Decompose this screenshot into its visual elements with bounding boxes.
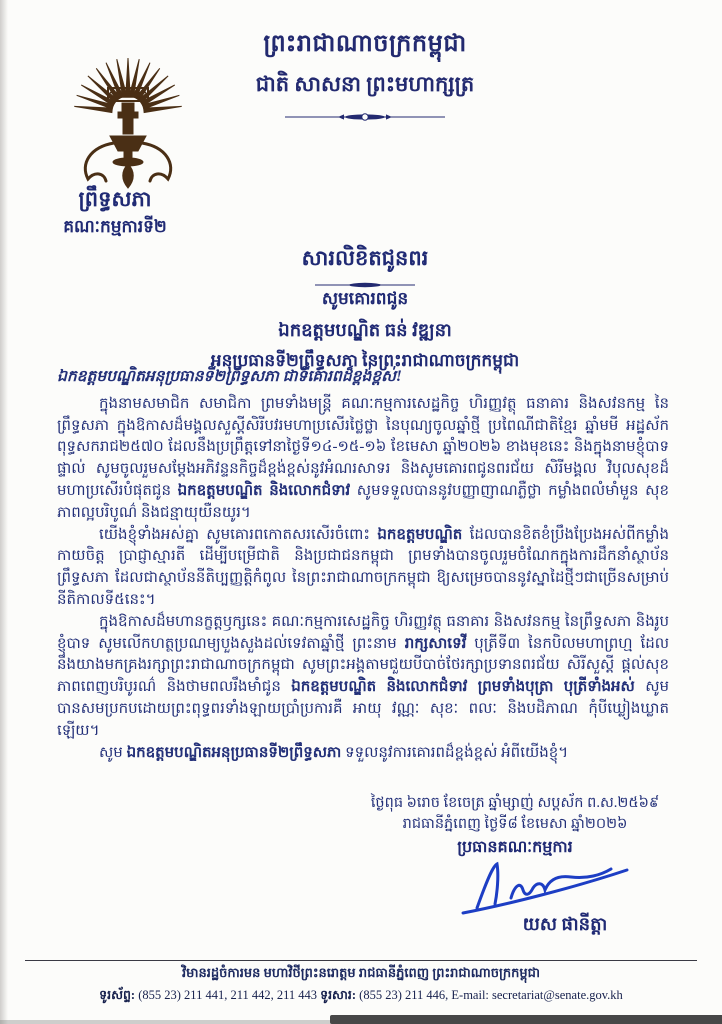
signer-title: ប្រធានគណៈកម្មការ: [457, 839, 573, 856]
scan-shadow-left: [0, 1020, 340, 1024]
p3-honorific-bold: ឯកឧត្តមបណ្ឌិត និងលោកជំទាវ ព្រមទាំងបុត្រា បុត្រីទាំងអស់: [291, 679, 635, 696]
p3-deity-name-bold: រាក្សសាទេវី: [404, 635, 467, 652]
recipient-salute: សូមគោរពជូន: [321, 289, 409, 308]
lunar-date: ថ្ងៃពុធ ៦រោច ខែចេត្រ ឆ្នាំម្សាញ់ សប្តស័ក ព.ស.២៥៦៩: [370, 795, 660, 811]
fax-label: ទូរសារ:: [320, 988, 357, 1002]
phone-numbers: (855 23) 211 441, 211 442, 211 443: [135, 988, 321, 1002]
footer: [25, 965, 697, 1006]
kingdom-title: ព្រះរាជាណាចក្រកម្ពុជា: [263, 31, 467, 57]
sender-committee: គណៈកម្មការទី២: [63, 217, 167, 236]
footer-address: វិមានរដ្ឋចំការមន មហាវិថីព្រះនរោត្តម រាជធានីភ្នំពេញ ព្រះរាជាណាចក្រកម្ពុជា: [181, 965, 541, 980]
paragraph-1: [57, 394, 669, 525]
gregorian-date: រាជធានីភ្នំពេញ ថ្ងៃទី៨ ខែមេសា ឆ្នាំ២០២៦: [402, 816, 628, 832]
p1-text-end: សូមទទួលបាននូវបញ្ញាញាណភ្លឺថ្លា កម្លាំងពលំមាំមួន សុខភាពល្អបរិបូណ៌ និងជន្មាយុយឺនយូរ។: [57, 482, 669, 521]
signer-name: យស ផានីត្តា: [522, 914, 608, 934]
scan-edge-left: [0, 0, 8, 1024]
closing-line: [57, 743, 669, 765]
p2-text-end: ដែលបានខិតខំប្រឹងប្រែងអស់ពីកម្លាំងកាយចិត្ត ប្រាជ្ញាស្មារតី ដើម្បីបម្រើជាតិ និងប្រជាជនកម្ពុជា ព្រមទាំងបានចូលរួមចំណែកក្នុងការដឹកនាំស្ថាប័នព្រឹទ្ធសភា ដែលជាស្ថាប័ននីតិប្បញ្ញត្តិកំពូល នៃព្រះរាជាណាចក្រកម្ពុជា ឱ្យសម្រេចបាននូវស្នាដៃថ្មីៗជាច្រើនសម្រាប់នីតិកាលទី៥នេះ។: [57, 526, 669, 608]
phone-label: ទូរស័ព្ទ:: [99, 988, 136, 1002]
senate-emblem-icon: [48, 50, 208, 195]
footer-contact: [25, 988, 697, 1006]
p1-text: ក្នុងនាមសមាជិក សមាជិកា ព្រមទាំងមន្ត្រី គណៈកម្មការសេដ្ឋកិច្ច ហិរញ្ញវត្ថុ ធនាគារ និងសវនកម្ម នៃព្រឹទ្ធសភា ក្នុងឱកាសដ៏មង្គលសួស្ដីសិរីបវរមហាប្រសើរថ្លៃថ្លា នៃបុណ្យចូលឆ្នាំថ្មី ប្រពៃណីជាតិខ្មែរ ឆ្នាំមមី អដ្ឋស័ក ពុទ្ធសករាជ២៥៧០ ដែលនឹងប្រព្រឹត្តទៅនាថ្ងៃទី១៤-១៥-១៦ ខែមេសា ឆ្នាំ២០២៦ ខាងមុខនេះ និងក្នុងនាមខ្ញុំបាទផ្ទាល់ សូមចូលរួមសម្ដែងអភិវន្ទនកិច្ចដ៏ខ្ពង់ខ្ពស់នូវអំណរសាទរ និងសូមគោរពជូនពរជ័យ សិរីមង្គល វិបុលសុខដ៏មហាប្រសើរបំផុតជូន: [57, 395, 669, 499]
paragraph-2: [57, 525, 669, 612]
document-title: សារលិខិតជូនពរ: [301, 246, 429, 270]
nation-religion-king: ជាតិ សាសនា ព្រះមហាក្សត្រ: [255, 72, 475, 96]
header-divider-ornament: [160, 110, 570, 128]
p1-honorific-bold: ឯកឧត្តមបណ្ឌិត និងលោកជំទាវ: [177, 482, 351, 499]
fax-email: (855 23) 211 446, E-mail: secretariat@senate.gov.kh: [356, 988, 623, 1002]
date-block: [320, 793, 710, 858]
closing-text-end: ទទួលនូវការគោរពដ៏ខ្ពង់ខ្ពស់ អំពីយើងខ្ញុំ។: [341, 744, 569, 761]
recipient-block: [100, 288, 630, 375]
closing-honorific-bold: ឯកឧត្តមបណ្ឌិតអនុប្រធានទី២ព្រឹទ្ធសភា: [126, 744, 342, 761]
p3-text: ក្នុងឱកាសដ៏មហានក្ខត្តឫក្សនេះ គណៈកម្មការសេដ្ឋកិច្ច ហិរញ្ញវត្ថុ ធនាគារ និងសវនកម្ម នៃព្រឹទ្ធសភា និងរូបខ្ញុំបាទ សូមលើកហត្ថប្រណម្យបួងសួងដល់ទេវតាឆ្នាំថ្មី ព្រះនាម: [57, 613, 669, 652]
salutation-line: ឯកឧត្តមបណ្ឌិតអនុប្រធានទី២ព្រឹទ្ធសភា ជាទីគោរពដ៏ខ្ពង់ខ្ពស់!: [57, 368, 402, 385]
sender-institution: ព្រឹទ្ធសភា: [78, 187, 152, 211]
p3-text-mid: បុត្រីទី៣ នៃកបិលមហាព្រហ្ម ដែលនឹងយាងមកគ្រងរក្សាព្រះរាជាណាចក្រកម្ពុជា សូមព្រះអង្គតាមជួយបីបាច់ថែរក្សាប្រទានពរជ័យ សិរីសួស្ដី ផ្ដល់សុខភាពពេញបរិបូរណ៌ និងថាមពលរឹងមាំជូន: [57, 635, 670, 696]
p2-honorific-bold: ឯកឧត្តមបណ្ឌិត: [377, 526, 463, 543]
recipient-name: ឯកឧត្តមបណ្ឌិត ធន់ វឌ្ឍនា: [278, 320, 452, 340]
recipient-position: អនុប្រធានទី២ព្រឹទ្ធសភា នៃព្រះរាជាណាចក្រកម្ពុជា: [210, 351, 520, 370]
letter-body: [57, 366, 669, 764]
p3-text-end: សូមបានសមប្រកបដោយព្រះពុទ្ធពរទាំងឡាយប្រាំប្រការគឺ អាយុ វណ្ណៈ សុខៈ ពលៈ និងបដិភាណ កុំបីឃ្លៀងឃ្លាតឡើយ។: [57, 679, 669, 739]
p2-text: យើងខ្ញុំទាំងអស់គ្នា សូមគោរពកោតសរសើរចំពោះ: [99, 526, 378, 543]
footer-rule: [25, 960, 697, 961]
national-header: [160, 28, 570, 128]
scan-shadow-bottom: [330, 1015, 722, 1024]
paragraph-3: [57, 612, 669, 743]
closing-text: សូម: [99, 744, 127, 761]
